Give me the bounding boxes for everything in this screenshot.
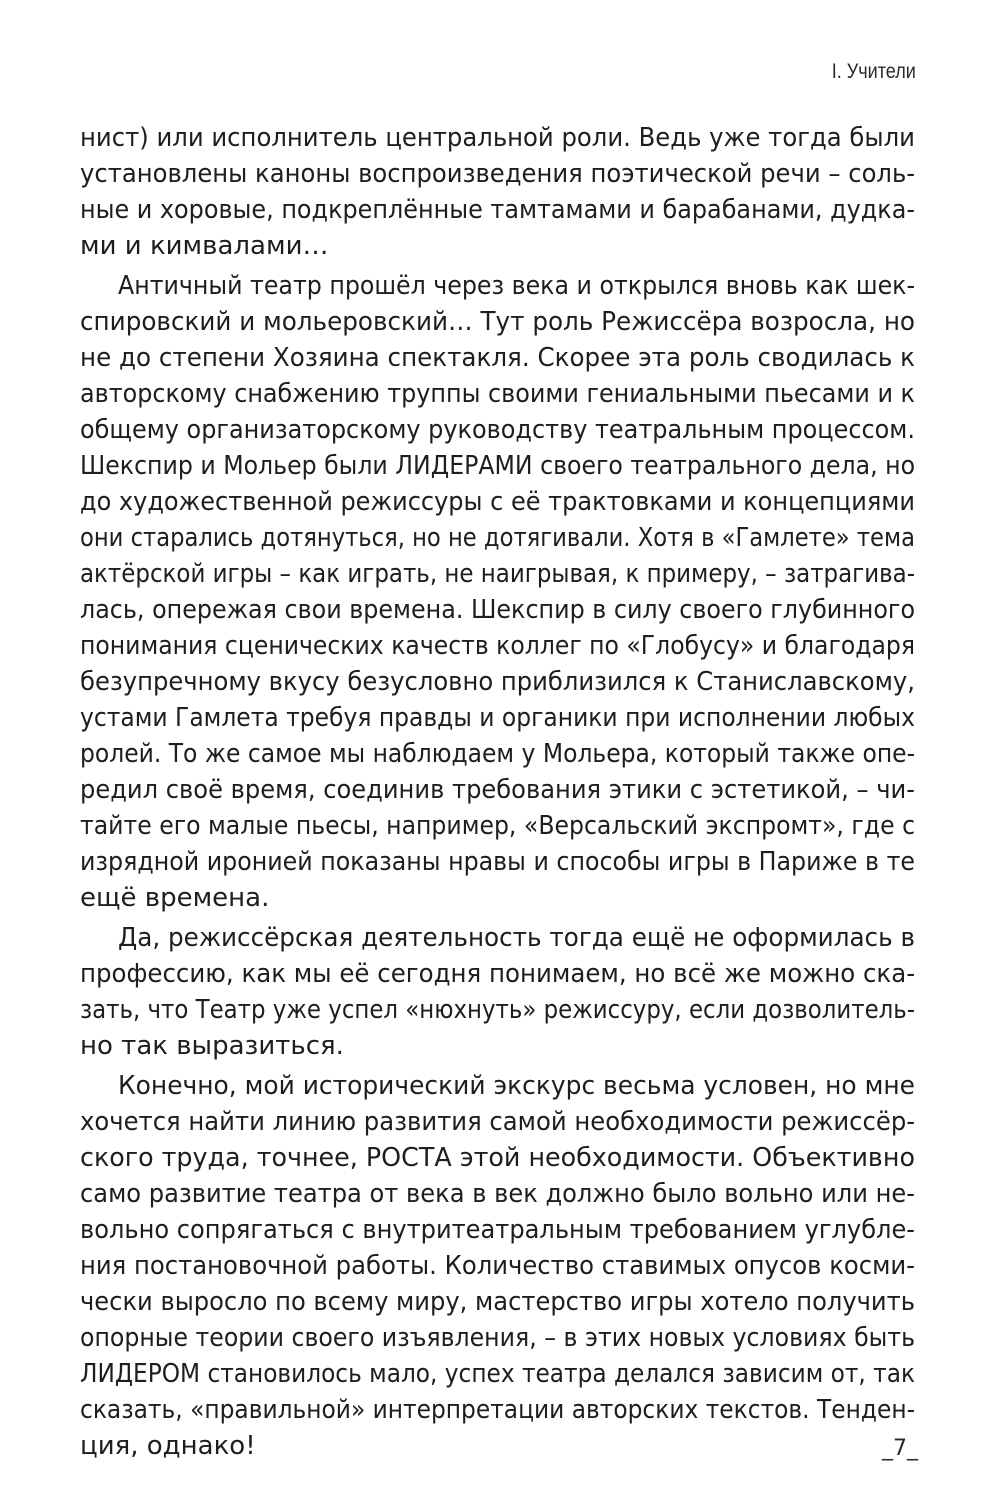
paragraph (80, 120, 915, 264)
text-line: ния постановочной работы. Количество ставимых опусов косми- (80, 1251, 915, 1281)
paragraph (80, 920, 915, 1064)
text-line: но так выразиться. (80, 1031, 344, 1061)
text-line: вольно сопрягаться с внутритеатральным требованием углубле- (80, 1215, 916, 1245)
text-line: они старались дотянуться, но не дотягивали. Хотя в «Гамлете» тема (80, 523, 915, 553)
body-text (80, 120, 915, 1464)
text-line: ролей. То же самое мы наблюдаем у Мольера, который также опе- (80, 739, 916, 769)
page-number: _7_ (882, 1436, 918, 1461)
text-line: ция, однако! (80, 1431, 256, 1461)
running-head: I. Учители (831, 60, 916, 83)
text-line: ещё времена. (80, 883, 270, 913)
text-line: актёрской игры – как играть, не наигрывая, к примеру, – затрагива- (80, 559, 915, 589)
text-line: до художественной режиссуры с её трактовками и концепциями (80, 487, 915, 517)
text-line: не до степени Хозяина спектакля. Скорее эта роль сводилась к (80, 343, 916, 373)
text-line: ского труда, точнее, РОСТА этой необходимости. Объективно (80, 1143, 915, 1173)
text-line: Конечно, мой исторический экскурс весьма условен, но мне (118, 1071, 915, 1101)
text-line: изрядной иронией показаны нравы и способы игры в Париже в те (80, 847, 915, 877)
text-line: опорные теории своего изъявления, – в этих новых условиях быть (80, 1323, 916, 1353)
text-line: авторскому снабжению труппы своими гениальными пьесами и к (80, 379, 915, 409)
text-line: сказать, «правильной» интерпретации авторских текстов. Тенден- (80, 1395, 916, 1425)
text-line: ЛИДЕРОМ становилось мало, успех театра делался зависим от, так (80, 1359, 916, 1389)
text-line: чески выросло по всему миру, мастерство игры хотело получить (80, 1287, 915, 1317)
paragraph (80, 1068, 915, 1464)
paragraph (80, 268, 915, 916)
text-line: Да, режиссёрская деятельность тогда ещё не оформилась в (118, 923, 915, 953)
text-line: зать, что Театр уже успел «нюхнуть» режиссуру, если дозволитель- (80, 995, 916, 1025)
text-line: понимания сценических качеств коллег по «Глобусу» и благодаря (80, 631, 915, 661)
text-line: установлены каноны воспроизведения поэтической речи – соль- (80, 159, 916, 189)
text-line: устами Гамлета требуя правды и органики при исполнении любых (80, 703, 915, 733)
text-line: тайте его малые пьесы, например, «Версальский экспромт», где с (80, 811, 916, 841)
text-line: само развитие театра от века в век должно было вольно или не- (80, 1179, 915, 1209)
text-line: ми и кимвалами… (80, 231, 329, 261)
text-line: безупречному вкусу безусловно приблизился к Станиславскому, (80, 667, 915, 697)
text-line: нист) или исполнитель центральной роли. Ведь уже тогда были (80, 123, 915, 153)
text-line: ные и хоровые, подкреплённые тамтамами и барабанами, дудка- (80, 195, 915, 225)
text-line: общему организаторскому руководству театральным процессом. (80, 415, 915, 445)
text-line: хочется найти линию развития самой необходимости режиссёр- (80, 1107, 916, 1137)
text-line: редил своё время, соединив требования этики с эстетикой, – чи- (80, 775, 915, 805)
text-line: лась, опережая свои времена. Шекспир в силу своего глубинного (80, 595, 916, 625)
text-line: профессию, как мы её сегодня понимаем, но всё же можно ска- (80, 959, 916, 989)
text-line: Античный театр прошёл через века и открылся вновь как шек- (118, 271, 916, 301)
text-line: спировский и мольеровский… Тут роль Режиссёра возросла, но (80, 307, 916, 337)
text-line: Шекспир и Мольер были ЛИДЕРАМИ своего театрального дела, но (80, 451, 916, 481)
